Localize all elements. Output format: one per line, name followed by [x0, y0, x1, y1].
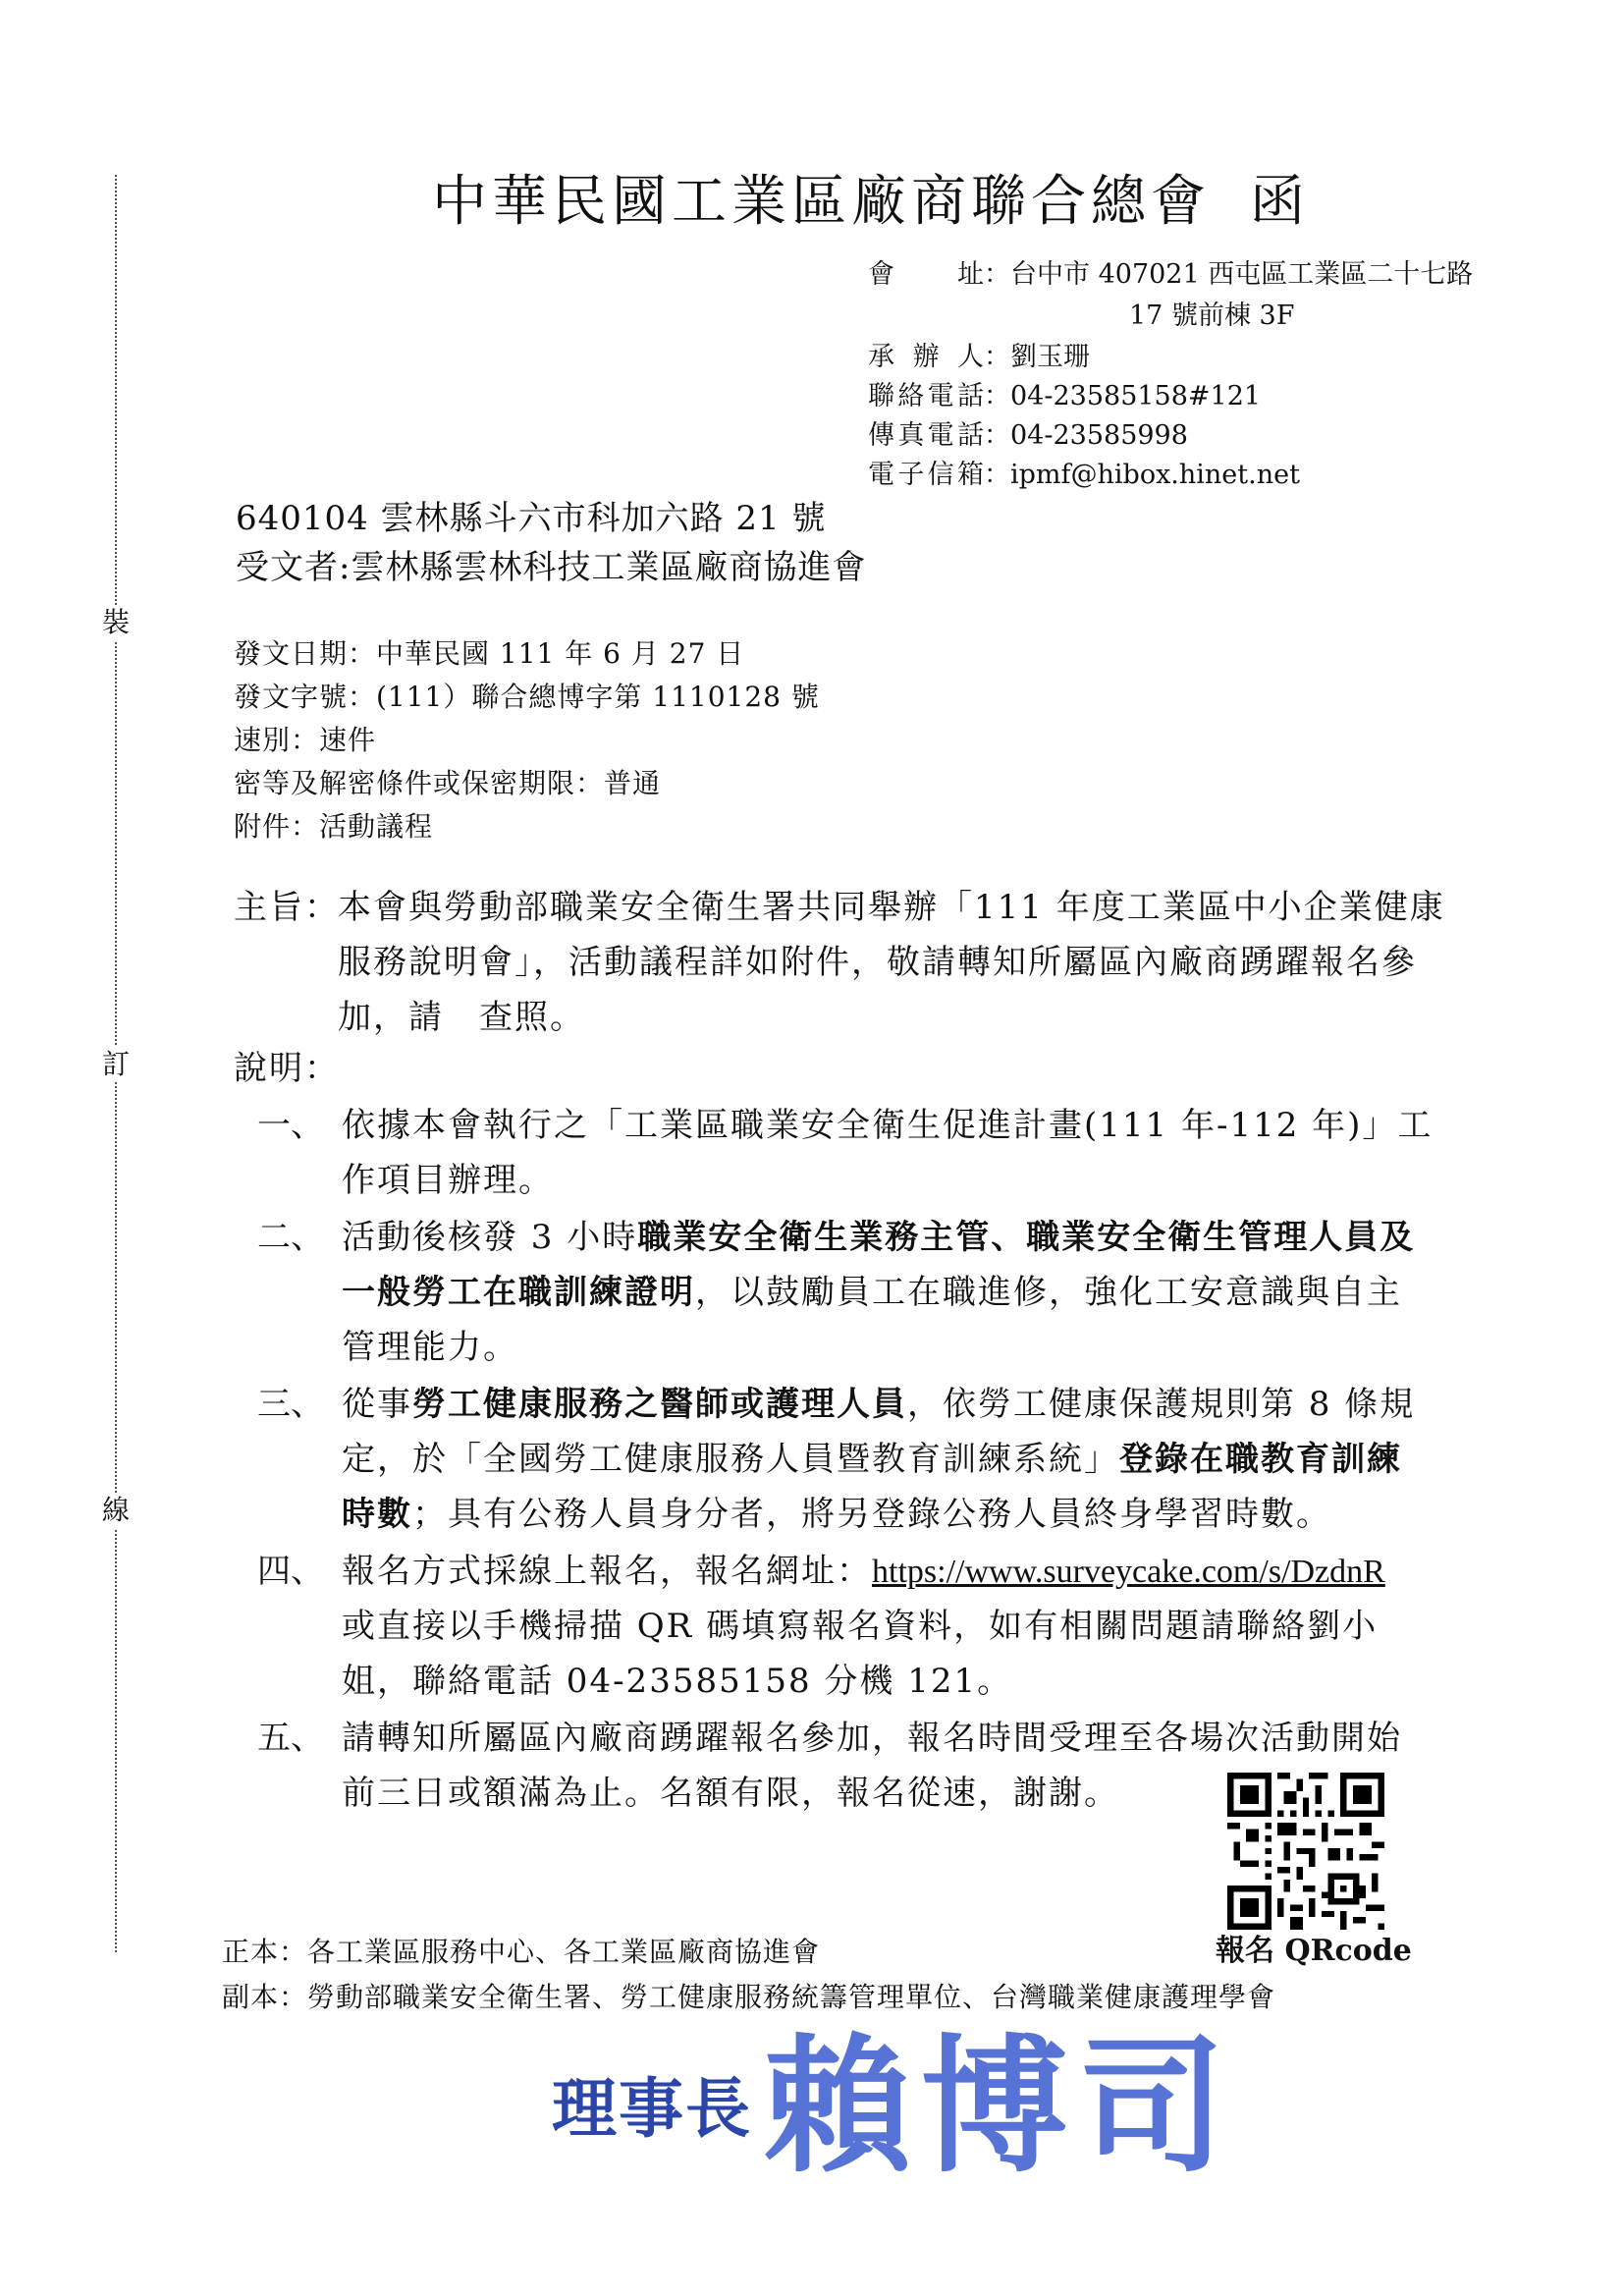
sender-phone: 聯絡電話：04-23585158#121	[868, 377, 1261, 416]
item-emphasis: 勞工健康服務之醫師或護理人員	[412, 1385, 907, 1424]
qr-code-icon[interactable]	[1227, 1773, 1384, 1930]
subject-line: 加，請 查照。	[338, 998, 585, 1037]
binding-mark-middle: 訂	[98, 1047, 134, 1082]
item-line: 管理能力。	[342, 1328, 518, 1367]
sender-value: 04-23585158#121	[1010, 381, 1262, 411]
sender-value: 劉玉珊	[1010, 342, 1090, 372]
subject-line: 服務說明會」，活動議程詳如附件，敬請轉知所屬區內廠商踴躍報名參	[338, 943, 1417, 982]
chairman-signature-stamp: 賴博司	[764, 2020, 1236, 2193]
explanation-label: 說明：	[234, 1049, 340, 1088]
item-line: 姐，聯絡電話 04-23585158 分機 121。	[342, 1662, 1013, 1701]
binding-mark-top: 裝	[98, 605, 134, 640]
item-line	[342, 1377, 1415, 1432]
item-text: 從事	[342, 1385, 412, 1424]
item-line	[342, 1265, 1402, 1320]
item-number: 三、	[257, 1385, 324, 1424]
subject-label: 主旨：	[234, 888, 340, 927]
subject-line: 本會與勞動部職業安全衛生署共同舉辦「111 年度工業區中小企業健康	[338, 888, 1445, 927]
main-copy-recipients: 正本：各工業區服務中心、各工業區廠商協進會	[222, 1936, 821, 1968]
qr-caption: 報名 QRcode	[1216, 1934, 1412, 1968]
item-text: 定，於「全國勞工健康服務人員暨教育訓練系統」	[342, 1440, 1119, 1479]
recipient-name: 受文者:雲林縣雲林科技工業區廠商協進會	[236, 548, 867, 587]
item-text: 報名方式採線上報名，報名網址：	[342, 1552, 872, 1591]
sender-label: 聯絡電話	[868, 381, 984, 411]
binding-mark-bottom: 線	[98, 1493, 134, 1528]
document-title	[432, 165, 1310, 240]
sender-handler: 承 辦 人：劉玉珊	[868, 338, 1090, 377]
sender-label: 傳真電話	[868, 420, 984, 451]
sender-label: 承 辦 人	[868, 342, 984, 372]
sender-value: 17 號前棟 3F	[1129, 301, 1295, 331]
item-number: 四、	[257, 1552, 324, 1591]
sender-label: 會 址	[868, 259, 984, 290]
speed-class: 速別：速件	[234, 724, 377, 756]
item-line: 前三日或額滿為止。名額有限，報名從速，謝謝。	[342, 1774, 1119, 1813]
item-number: 一、	[257, 1106, 324, 1145]
sender-value: ipmf@hibox.hinet.net	[1010, 460, 1300, 490]
item-emphasis: 登錄在職教育訓練	[1119, 1440, 1402, 1479]
chairman-title-stamp: 理事長	[552, 2070, 752, 2147]
item-line	[342, 1487, 1331, 1542]
cc-recipients: 副本：勞動部職業安全衛生署、勞工健康服務統籌管理單位、台灣職業健康護理學會	[222, 1981, 1276, 2013]
item-emphasis: 時數	[342, 1495, 412, 1534]
item-text: ，依勞工健康保護規則第 8 條規	[907, 1385, 1416, 1424]
sender-value: 台中市 407021 西屯區工業區二十七路	[1010, 259, 1474, 290]
item-line: 或直接以手機掃描 QR 碼填寫報名資料，如有相關問題請聯絡劉小	[342, 1607, 1379, 1646]
item-number: 二、	[257, 1218, 324, 1257]
item-number: 五、	[257, 1719, 324, 1758]
doc-type: 函	[1250, 170, 1310, 234]
sender-address-cont	[1129, 297, 1294, 336]
item-line: 依據本會執行之「工業區職業安全衛生促進計畫(111 年-112 年)」工	[342, 1106, 1434, 1145]
item-text: 活動後核發 3 小時	[342, 1218, 638, 1257]
item-line	[342, 1544, 1385, 1600]
item-line: 請轉知所屬區內廠商踴躍報名參加，報名時間受理至各場次活動開始	[342, 1719, 1402, 1758]
item-emphasis: 一般勞工在職訓練證明	[342, 1273, 695, 1312]
item-text: ，以鼓勵員工在職進修，強化工安意識與自主	[695, 1273, 1402, 1312]
sender-address: 會 址：台中市 407021 西屯區工業區二十七路	[868, 255, 1473, 295]
recipient-address: 640104 雲林縣斗六市科加六路 21 號	[236, 499, 827, 538]
org-title: 中華民國工業區廠商聯合總會	[432, 170, 1211, 234]
sender-fax: 傳真電話：04-23585998	[868, 416, 1188, 456]
sender-value: 04-23585998	[1010, 420, 1188, 451]
issue-number: 發文字號：(111）聯合總博字第 1110128 號	[234, 681, 820, 713]
secrecy-level: 密等及解密條件或保密期限：普通	[234, 767, 662, 799]
item-emphasis: 職業安全衛生業務主管、職業安全衛生管理人員及	[637, 1218, 1416, 1257]
item-text: ；具有公務人員身分者，將另登錄公務人員終身學習時數。	[412, 1495, 1331, 1534]
sender-email: 電子信箱：ipmf@hibox.hinet.net	[868, 456, 1300, 495]
sender-label: 電子信箱	[868, 460, 984, 490]
item-line: 作項目辦理。	[342, 1161, 554, 1200]
attachment-line: 附件：活動議程	[234, 810, 434, 843]
item-line	[342, 1432, 1402, 1487]
item-line	[342, 1210, 1415, 1265]
signup-url-link[interactable]: https://www.surveycake.com/s/DzdnR	[872, 1554, 1385, 1590]
issue-date: 發文日期：中華民國 111 年 6 月 27 日	[234, 637, 745, 670]
